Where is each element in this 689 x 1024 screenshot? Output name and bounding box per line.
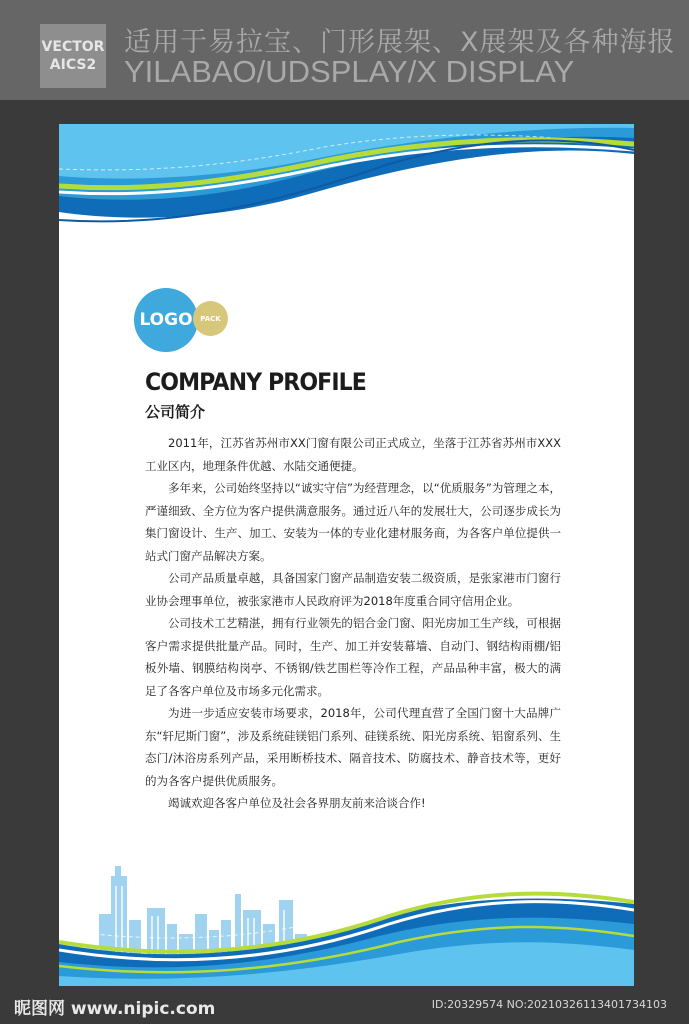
logo-text: LOGO [139,310,193,330]
top-banner [0,0,689,100]
badge-line-1: VECTOR [41,39,105,55]
badge-line-2: AICS2 [49,57,97,73]
vector-format-badge [40,24,106,88]
profile-title-en: COMPANY PROFILE [145,368,366,396]
profile-paragraph: 2011年，江苏省苏州市XX门窗有限公司正式成立，坐落于江苏省苏州市XXX工业区内，地理条件优越、水陆交通便捷。 [145,436,561,473]
image-id-text: ID:20329574 NO:20210326113401734103 [431,998,667,1011]
profile-closing: 竭诚欢迎各客户单位及社会各界朋友前来洽谈合作! [168,796,426,810]
company-logo [134,288,198,352]
profile-paragraph: 公司产品质量卓越，具备国家门窗产品制造安装二级资质，是张家港市门窗行业协会理事单位，被张家港市人民政府评为2018年度重合同守信用企业。 [145,571,561,608]
profile-title-cn: 公司简介 [145,403,206,421]
logo-sub-text: PACK [200,314,221,323]
profile-paragraph: 多年来，公司始终坚持以“诚实守信”为经营理念，以“优质服务”为管理之本，严谨细致、全方位为客户提供满意服务。通过近八年的发展壮大，公司逐步成长为集门窗设计、生产、加工、安装为一体的专业化建材服务商，为各客户单位提供一站式门窗产品解决方案。 [145,481,561,563]
profile-paragraph: 公司技术工艺精湛，拥有行业领先的铝合金门窗、阳光房加工生产线，可根据客户需求提供批量产品。同时，生产、加工并安装幕墙、自动门、钢结构雨棚/铝板外墙、钢膜结构岗亭、不锈钢/铁艺围栏等冷作工程，产品品种丰富，极大的满足了各客户单位及市场多元化需求。 [145,616,561,698]
poster-canvas [59,124,634,986]
banner-headline-cn: 适用于易拉宝、门形展架、X展架及各种海报 [124,27,676,58]
logo-sub-badge [193,301,228,336]
profile-body [145,432,561,815]
profile-paragraph: 为进一步适应安装市场要求，2018年，公司代理直营了全国门窗十大品牌广东“轩尼斯门窗”，涉及系统硅镁铝门系列、硅镁系统、阳光房系统、铝窗系列、生态门/沐浴房系列产品，采用断桥技术、隔音技术、防腐技术、静音技术等，更好的为各客户提供优质服务。 [145,706,561,788]
site-watermark-logo: 昵图网 www.nipic.com [14,999,216,1019]
banner-headline-en: YILABAO/UDSPLAY/X DISPLAY [124,54,575,89]
